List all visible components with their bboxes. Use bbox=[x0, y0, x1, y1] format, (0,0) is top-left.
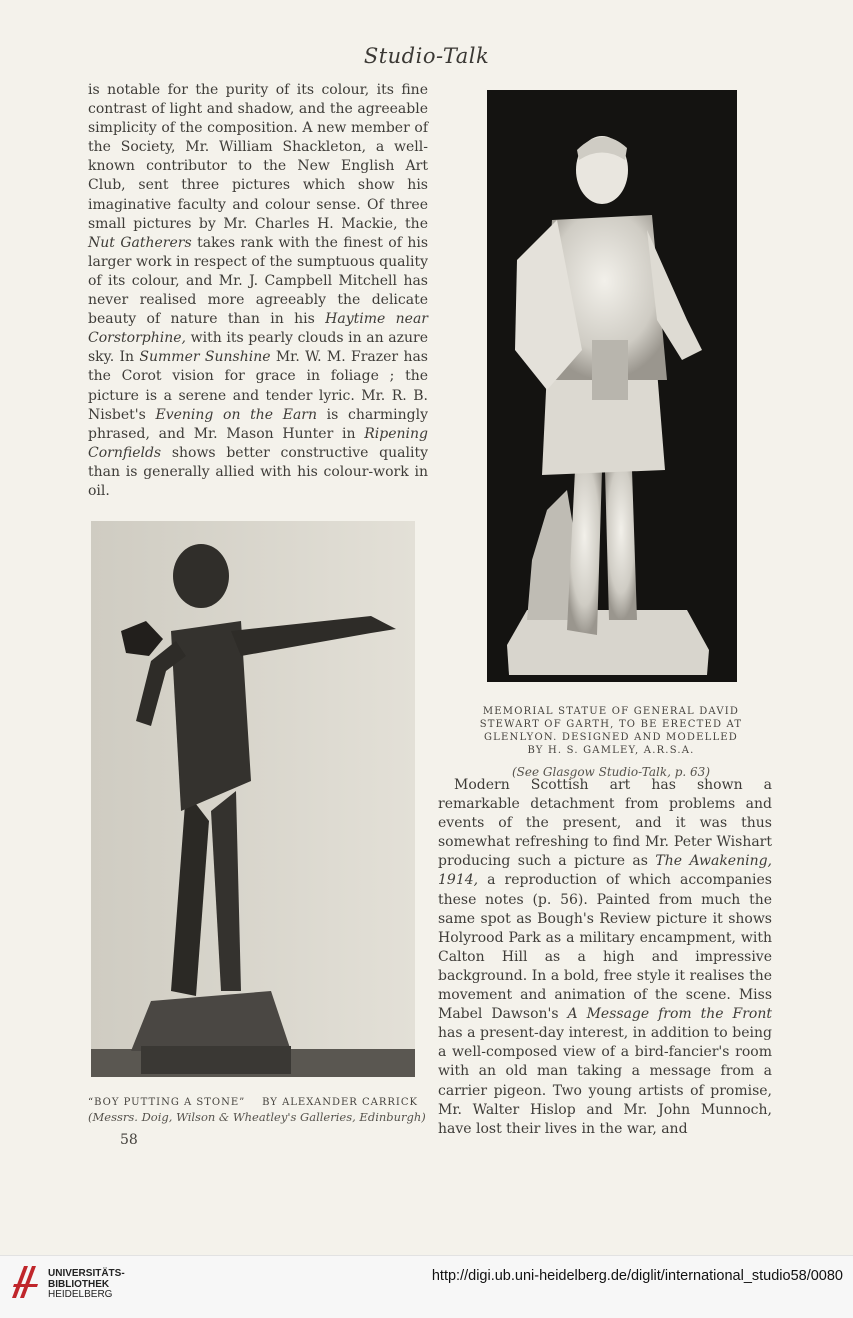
footer-bar bbox=[0, 1255, 853, 1318]
statue-caption-line: BY H. S. GAMLEY, A.R.S.A. bbox=[527, 745, 695, 756]
footer-institution-line: BIBLIOTHEK bbox=[48, 1278, 110, 1290]
boy-caption-gallery: (Messrs. Doig, Wilson & Wheatley's Galleries, Edinburgh) bbox=[88, 1110, 426, 1124]
footer-url-link[interactable]: http://digi.ub.uni-heidelberg.de/diglit/international_studio58/0080 bbox=[431, 1268, 843, 1284]
italic-title: The Awakening, 1914, bbox=[438, 853, 773, 889]
italic-title: Haytime near Corstorphine, bbox=[88, 311, 428, 347]
statue-caption-line: STEWART OF GARTH, TO BE ERECTED AT bbox=[479, 719, 743, 730]
boy-caption bbox=[88, 1097, 418, 1108]
italic-title: Ripening Cornfields bbox=[88, 425, 428, 461]
right-column-text bbox=[438, 776, 772, 1139]
statue-caption bbox=[474, 705, 748, 757]
statue-photograph bbox=[487, 90, 737, 682]
footer-institution bbox=[48, 1269, 125, 1301]
boy-caption-artist: BY ALEXANDER CARRICK bbox=[262, 1097, 418, 1108]
italic-title: Summer Sunshine bbox=[139, 349, 271, 366]
statue-caption-line: GLENLYON. DESIGNED AND MODELLED bbox=[483, 732, 739, 743]
italic-title: A Message from the Front bbox=[567, 1006, 772, 1023]
footer-institution-line: HEIDELBERG bbox=[48, 1289, 113, 1300]
italic-title: Evening on the Earn bbox=[155, 406, 317, 423]
boy-caption-title: “BOY PUTTING A STONE” bbox=[88, 1097, 246, 1108]
footer-institution-line: UNIVERSITÄTS- bbox=[48, 1268, 125, 1279]
statue-image bbox=[487, 90, 737, 682]
right-paragraph: Modern Scottish art has shown a remarkable detachment from problems and events of the present, and it was thus somewhat refreshing to find Mr. Peter Wishart producing such a picture as The Awakening, 1914, a reproduction of which accompanies these notes (p. 56). Painted from much the same spot as Bough's Review picture it shows Holyrood Park as a military encampment, with Calton Hill as a high and impressive background. In a bold, free style it realises the movement and animation of the scene. Miss Mabel Dawson's A Message from the Front has a present-day interest, in addition to being a well-composed view of a bird-fancier's room with an old man taking a message from a carrier pigeon. Two young artists of promise, Mr. Walter Hislop and Mr. John Munnoch, have lost their lives in the war, and bbox=[438, 777, 773, 1137]
statue-caption-reference: (See Glasgow Studio-Talk, p. 63) bbox=[511, 765, 711, 779]
page-number: 58 bbox=[120, 1132, 138, 1148]
boy-statue-image bbox=[91, 521, 415, 1077]
left-column-text bbox=[88, 81, 428, 501]
library-logo-icon bbox=[10, 1264, 40, 1300]
running-head: Studio-Talk bbox=[363, 44, 490, 68]
statue-caption-line: MEMORIAL STATUE OF GENERAL DAVID bbox=[482, 706, 740, 717]
boy-statue-photograph bbox=[91, 521, 415, 1077]
left-paragraph: is notable for the purity of its colour, its fine contrast of light and shadow, and the agreeable simplicity of the composition. A new member of the Society, Mr. William Shackleton, a well-known contributor to the New English Art Club, sent three pictures which show his imaginative faculty and colour sense. Of three small pictures by Mr. Charles H. Mackie, the Nut Gatherers takes rank with the finest of his larger work in respect of the sumptuous quality of its colour, and Mr. J. Campbell Mitchell has never realised more agreeably the delicate beauty of nature than in his Haytime near Corstorphine, with its pearly clouds in an azure sky. In Summer Sunshine Mr. W. M. Frazer has the Corot vision for grace in foliage ; the picture is a serene and tender lyric. Mr. R. B. Nisbet's Evening on the Earn is charmingly phrased, and Mr. Mason Hunter in Ripening Cornfields shows better constructive quality than is generally allied with his colour-work in oil. bbox=[88, 82, 429, 499]
italic-title: Nut Gatherers bbox=[88, 234, 192, 251]
